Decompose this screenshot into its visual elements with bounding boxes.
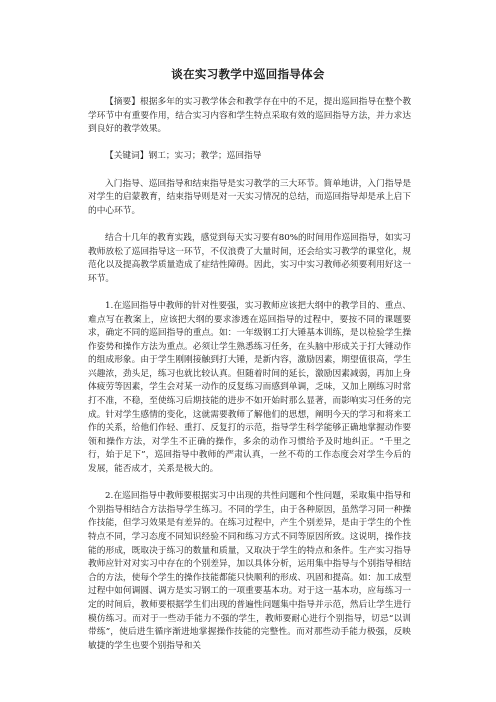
body-paragraph-4: 2.在巡回指导中教师要根据实习中出现的共性问题和个性问题，采取集中指导和个别指导相结合方法指导学生练习。不同的学生，由于各种原因，虽然学习同一种操作技能，但学习效果是有差异的。在练习过程中，产生个别差异，是由于学生的个性特点不同，学习态度不同知识经验不同和练习方式不同等原因所致。这说明，操作技能的形成，既取决于练习的数量和质量，又取决于学生的特点和条件。生产实习指导教师应针对对实习中存在的个别差异，加以具体分析，运用集中指导与个别指导相结合的方法，使每个学生的操作技能都能只快顺利的形成、巩固和提高。如：加工成型过程中如何调圆、调方是实习钢工的一项重要基本功。对于这一基本功，应每练习一定的时间后，教师要根据学生们出现的普遍性问题集中指导并示范，然后让学生进行模仿练习。而对于一些动手能力不强的学生，教师要耐心进行个别指导，切忌“以训带练”，使后进生循序渐进地掌握操作技能的完整性。而对那些动手能力极强，反映敏捷的学生也要个别指导和关	[88, 491, 411, 651]
keywords-paragraph: 【关键词】钢工；实习；教学；巡回指导	[105, 151, 262, 162]
body-paragraph-1: 入门指导、巡回指导和结束指导是实习教学的三大环节。简单地讲，入门指导是对学生的启蒙教育，结束指导则是对一天实习情况的总结，而巡回指导却是承上启下的中心环节。	[88, 178, 411, 216]
abstract-paragraph: 【摘要】根据多年的实习教学体会和教学存在中的不足，提出巡回指导在整个教学环节中有重要作用，结合实习内容和学生特点采取有效的巡回指导方法，并力求达到良好的教学效果。	[88, 97, 411, 135]
body-paragraph-2: 结合十几年的教育实践，感觉到每天实习要有80%的时间用作巡回指导，如实习教师放松了巡回指导这一环节，不仅浪费了大量时间，还会给实习教学的课堂化，规范化以及提高教学质量造成了症结性障碍。因此，实习中实习教师必须要利用好这一环节。	[88, 232, 411, 284]
document-body	[88, 96, 411, 667]
body-paragraph-3: 1.在巡回指导中教师的针对性要强，实习教师应该把大纲中的教学目的、重点、难点写在教案上，应该把大纲的要求渗透在巡回指导的过程中，要按不同的课题要求，确定不同的巡回指导的重点。如：一年级钢工打大锤基本训练，是以检验学生操作姿势和操作方法为重点。必须让学生熟悉练习任务，在头脑中形成关于打大锤动作的组成形象。由于学生刚刚接触到打大锤，是新内容，激励因素，期望值很高，学生兴趣浓，劲头足，练习也就比较认真。但随着时间的延长，激励因素减弱，再加上身体疲劳等因素，学生会对某一动作的反复练习而感到单调，乏味，又加上刚练习时常打不准，不稳，至使练习后期技能的进步不如开始时那么显著，而影响实习任务的完成。针对学生感情的变化，这就需要教师了解他们的思想，阐明今天的学习和将来工作的关系，给他们作轻、重打、反复打的示范，指导学生科学能够正确地掌握动作要领和操作方法，对学生不正确的操作，多余的动作习惯给予及时地纠正。“千里之行，始于足下”，巡回指导中教师的严肃认真，一丝不苟的工作态度会对学生今后的发展，能否成才，关系是极大的。	[88, 300, 411, 475]
document-title: 谈在实习教学中巡回指导体会	[171, 67, 325, 81]
